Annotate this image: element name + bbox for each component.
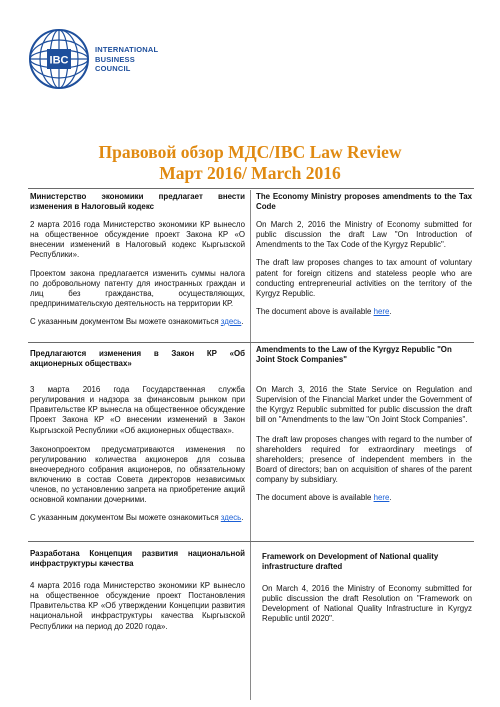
availability-end: . — [241, 316, 244, 326]
section-3-ru-paragraph-1: 4 марта 2016 года Министерство экономики КР вынесло на общественное обсуждение проект Постановления Правительства КР «Об утверждении Концепции развития национальной инфраструктуры качества Кыргызской Республики на период до 2020 года». — [30, 581, 245, 631]
logo-monogram: IBC — [49, 54, 69, 67]
section-3-en-heading: Framework on Development of National quality infrastructure drafted — [262, 552, 439, 572]
document-link[interactable]: here — [373, 306, 390, 316]
section-1-ru-paragraph-1: 2 марта 2016 года Министерство экономики КР вынесло на общественное обсуждение проект Закона КР «О внесении изменений в Налоговый кодекс Кыргызской Республики». — [30, 220, 245, 260]
availability-end: . — [241, 513, 244, 523]
section-2-ru — [30, 349, 245, 523]
section-2-en — [256, 345, 472, 503]
section-1-en — [256, 192, 472, 317]
column-divider — [250, 190, 251, 700]
logo-line-1: INTERNATIONAL — [95, 45, 159, 54]
section-2-ru-paragraph-1: 3 марта 2016 года Государственная служба регулирования и надзора за финансовым рынком при Правительстве КР вынесла на общественное обсуждение Проект Закона КР «О внесении изменений в Закон Кыргызской Республики «Об акционерных обществах». — [30, 385, 245, 435]
section-divider — [28, 541, 474, 542]
section-1-ru-availability — [30, 317, 245, 327]
section-1-en-paragraph-1: On March 2, 2016 the Ministry of Economy submitted for public discussion the draft Law "On Introduction of Amendments to the Tax Code of the Kyrgyz Republic". — [256, 220, 472, 250]
title-line-2: Март 2016/ March 2016 — [159, 163, 341, 183]
title-divider — [28, 188, 474, 189]
availability-end: . — [389, 493, 392, 503]
section-2-en-heading: Amendments to the Law of the Kyrgyz Republic "On Joint Stock Companies" — [256, 345, 452, 365]
availability-text: С указанным документом Вы можете ознакомиться — [30, 316, 221, 326]
page-title — [0, 142, 500, 184]
logo-line-2: BUSINESS — [95, 54, 135, 64]
section-2-en-availability — [256, 493, 472, 503]
availability-text: The document above is available — [256, 493, 374, 503]
section-2-ru-heading: Предлагаются изменения в Закон КР «Об акционерных обществах» — [30, 349, 245, 369]
section-3-en-paragraph-1: On March 4, 2016 the Ministry of Economy submitted for public discussion the draft Resolution on "Framework on Development of National Quality Infrastructure in Kyrgyz Republic until 2020". — [262, 584, 472, 624]
section-3-ru-heading: Разработана Концепция развития национальной инфраструктуры качества — [30, 549, 245, 569]
section-1-en-availability — [256, 307, 472, 317]
section-2-en-paragraph-1: On March 3, 2016 the State Service on Regulation and Supervision of the Financial Market under the Government of the Kyrgyz Republic submitted for public discussion the draft bill on "Amendments to the law "On Joint Stock Companies". — [256, 385, 472, 425]
availability-text: The document above is available — [256, 306, 374, 316]
section-1-ru-paragraph-2: Проектом закона предлагается изменить суммы налога по добровольному патенту для иностранных граждан и лиц без гражданства, осуществляющих, предпринимательскую деятельность на территории КР. — [30, 268, 245, 308]
ibc-logo — [28, 26, 203, 91]
section-2-ru-availability — [30, 513, 245, 523]
section-2-en-paragraph-2: The draft law proposes changes with regard to the number of shareholders required for extraordinary meetings of shareholders; presence of independent members in the Board of directors; ban on acquisition of shares of the parent company by subsidiary. — [256, 434, 472, 484]
logo-wordmark — [95, 45, 158, 74]
section-3-ru — [30, 549, 245, 632]
section-1-en-heading: The Economy Ministry proposes amendments to the Tax Code — [256, 192, 472, 212]
section-1-en-paragraph-2: The draft law proposes changes to tax amount of voluntary patent for foreign citizens and stateless people who are conducting entrepreneurial activities on the territory of the Kyrgyz Republic. — [256, 258, 472, 298]
document-link[interactable]: here — [373, 493, 390, 503]
section-2-ru-paragraph-2: Законопроектом предусматриваются изменения по регулированию количества акционеров для созыва внеочередного собрания акционеров, по обязательному включению в состав Совета директоров независимых членов, по установлению запрета на приобретение акций основной компании дочерними. — [30, 444, 245, 505]
title-line-1: Правовой обзор МДС/IBC Law Review — [98, 142, 402, 162]
document-link[interactable]: здесь — [220, 316, 242, 326]
availability-text: С указанным документом Вы можете ознакомиться — [30, 513, 221, 523]
section-1-ru — [30, 192, 245, 327]
section-3-en — [262, 552, 472, 625]
section-divider — [28, 342, 474, 343]
logo-line-3: COUNCIL — [95, 64, 131, 73]
availability-end: . — [389, 306, 392, 316]
section-1-ru-heading: Министерство экономики предлагает внести изменения в Налоговый кодекс — [30, 192, 245, 212]
globe-icon — [28, 28, 90, 90]
document-link[interactable]: здесь — [220, 513, 242, 523]
